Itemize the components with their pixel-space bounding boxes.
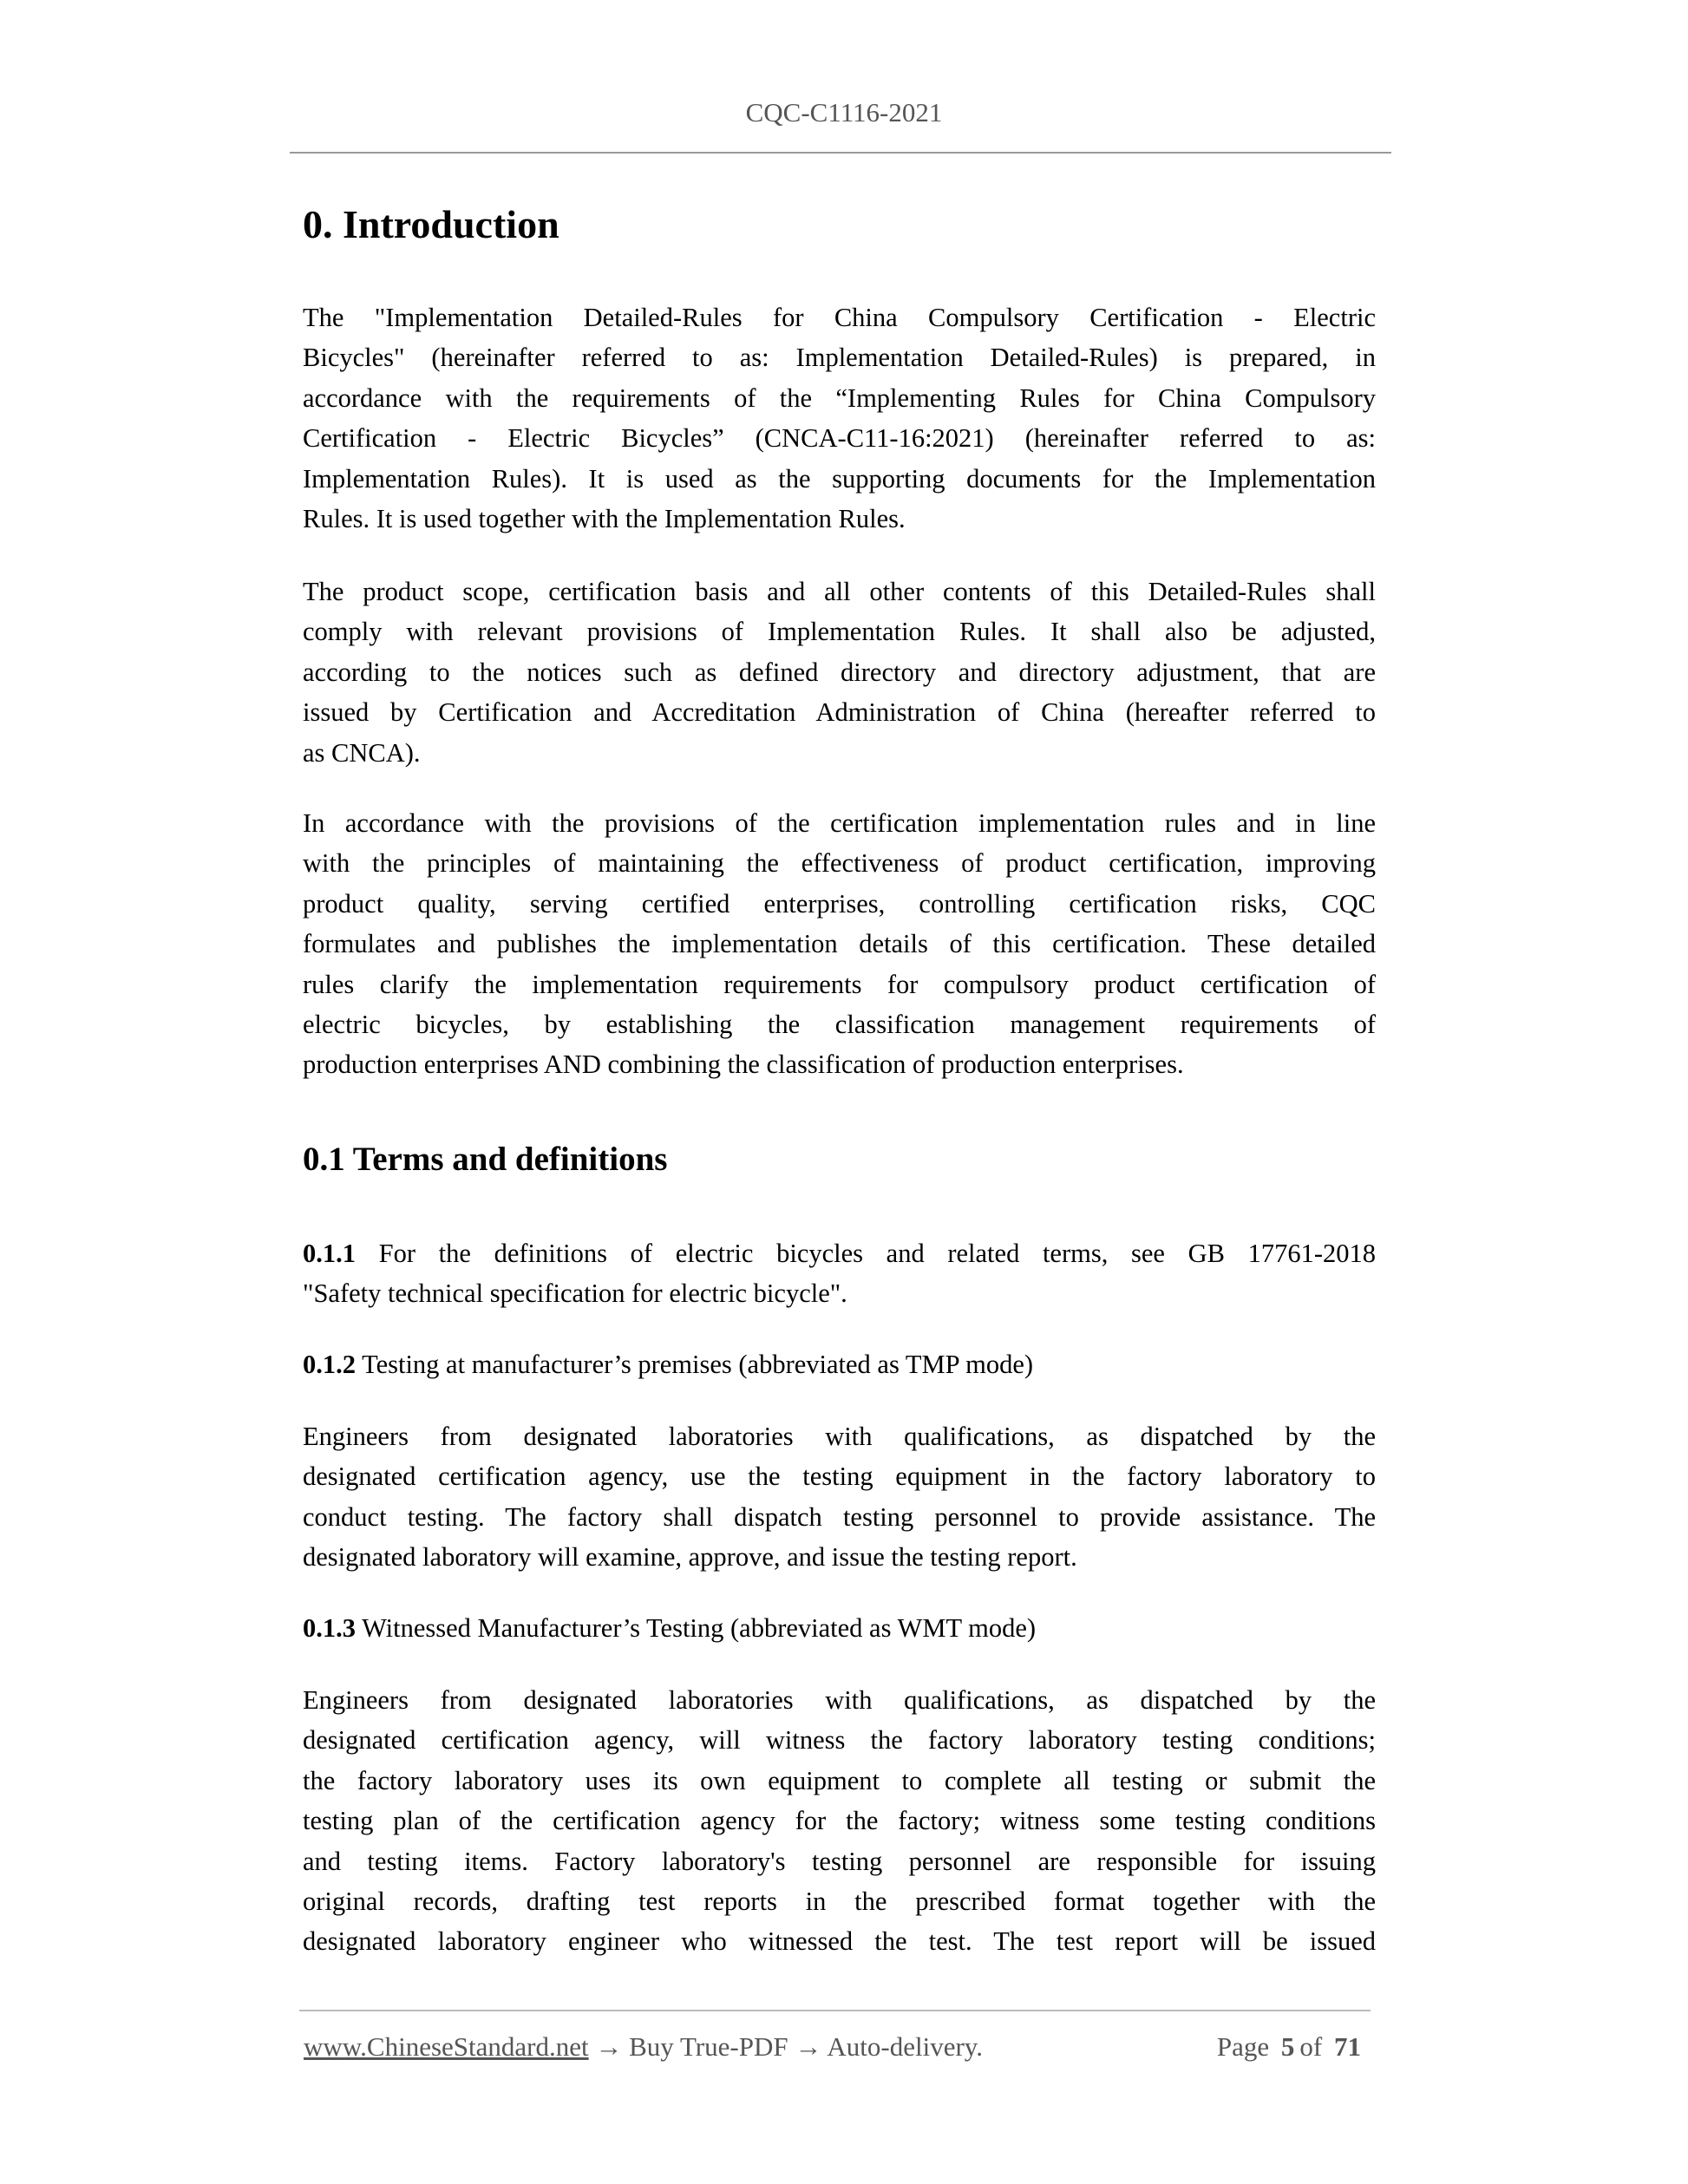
- section-title: 0.1 Terms and definitions: [303, 1141, 668, 1178]
- line-text: Witnessed Manufacturer’s Testing (abbreviated as WMT mode): [356, 1613, 1037, 1643]
- text-line: Rules. It is used together with the Implementation Rules.: [303, 504, 906, 534]
- item-0-1-1: [303, 1233, 1376, 1314]
- paragraph-2: [303, 572, 1376, 773]
- text-line: designated laboratory will examine, approve, and issue the testing report.: [303, 1542, 1077, 1573]
- text-line: Certification - Electric Bicycles” (CNCA-C11-16:2021) (hereinafter referred to as:: [303, 423, 1376, 454]
- footer-divider: [299, 2010, 1371, 2011]
- text-line: Bicycles" (hereinafter referred to as: Implementation Detailed-Rules) is prepared, in: [303, 343, 1376, 373]
- item-number: 0.1.2: [303, 1350, 356, 1379]
- text-line: conduct testing. The factory shall dispatch testing personnel to provide assistance. The: [303, 1501, 1376, 1532]
- text-line: In accordance with the provisions of the certification implementation rules and in line: [303, 808, 1376, 838]
- text-line: product quality, serving certified enterprises, controlling certification risks, CQC: [303, 888, 1376, 919]
- item-number: 0.1.3: [303, 1613, 356, 1643]
- item-0-1-3-body: [303, 1680, 1376, 1962]
- arrow-icon: →: [795, 2031, 822, 2062]
- text-line: designated certification agency, use the testing equipment in the factory laboratory to: [303, 1461, 1376, 1492]
- header-divider: [290, 152, 1391, 154]
- text-line: "Safety technical specification for electric bicycle".: [303, 1278, 847, 1309]
- text-line: designated certification agency, will witness the factory laboratory testing conditions;: [303, 1725, 1376, 1756]
- item-0-1-2-body: [303, 1416, 1376, 1578]
- text-line: [303, 1608, 1376, 1648]
- text-line: the factory laboratory uses its own equipment to complete all testing or submit the: [303, 1765, 1376, 1795]
- delivery-text: Auto-delivery.: [827, 2031, 984, 2062]
- of-label: of: [1299, 2031, 1323, 2062]
- website-link[interactable]: www.ChineseStandard.net: [304, 2031, 589, 2062]
- text-line: designated laboratory engineer who witnessed the test. The test report will be issued: [303, 1926, 1376, 1957]
- paragraph-3: [303, 803, 1376, 1085]
- current-page: 5: [1280, 2031, 1295, 2062]
- text-line: testing plan of the certification agency for the factory; witness some testing conditions: [303, 1806, 1376, 1836]
- text-line: [303, 1233, 1376, 1273]
- text-line: according to the notices such as defined directory and directory adjustment, that are: [303, 657, 1376, 687]
- item-number: 0.1.1: [303, 1239, 356, 1268]
- text-line: Engineers from designated laboratories with qualifications, as dispatched by the: [303, 1422, 1376, 1451]
- arrow-icon: →: [595, 2031, 623, 2062]
- paragraph-1: [303, 298, 1376, 539]
- text-line: The product scope, certification basis and all other contents of this Detailed-Rules shall: [303, 577, 1376, 606]
- text-line: [303, 1344, 1376, 1384]
- text-line: production enterprises AND combining the classification of production enterprises.: [303, 1049, 1184, 1080]
- text-line: formulates and publishes the implementation details of this certification. These detailed: [303, 929, 1376, 959]
- buy-text: Buy True-PDF: [629, 2031, 788, 2062]
- line-text: Testing at manufacturer’s premises (abbreviated as TMP mode): [356, 1350, 1034, 1379]
- text-line: Engineers from designated laboratories with qualifications, as dispatched by the: [303, 1685, 1376, 1715]
- text-line: electric bicycles, by establishing the classification management requirements of: [303, 1010, 1376, 1040]
- item-0-1-3: [303, 1608, 1376, 1648]
- text-line: original records, drafting test reports in the prescribed format together with the: [303, 1886, 1376, 1917]
- text-line: issued by Certification and Accreditation Administration of China (hereafter referred to: [303, 697, 1376, 728]
- text-line: with the principles of maintaining the effectiveness of product certification, improving: [303, 848, 1376, 879]
- text-line: and testing items. Factory laboratory's testing personnel are responsible for issuing: [303, 1846, 1376, 1876]
- page-title: 0. Introduction: [303, 202, 559, 246]
- item-0-1-2: [303, 1344, 1376, 1384]
- header-doc-code: CQC-C1116-2021: [745, 97, 943, 128]
- page-number: [1217, 2031, 1366, 2063]
- page-label: Page: [1216, 2031, 1270, 2062]
- text-line: rules clarify the implementation requirements for compulsory product certification of: [303, 969, 1376, 999]
- text-line: comply with relevant provisions of Implementation Rules. It shall also be adjusted,: [303, 617, 1376, 647]
- text-line: Implementation Rules). It is used as the supporting documents for the Implementation: [303, 463, 1376, 494]
- total-pages: 71: [1334, 2031, 1361, 2062]
- line-text: For the definitions of electric bicycles and related terms, see GB 17761-2018: [356, 1239, 1376, 1268]
- text-line: as CNCA).: [303, 737, 421, 768]
- text-line: The "Implementation Detailed-Rules for China Compulsory Certification - Electric: [303, 303, 1376, 332]
- text-line: accordance with the requirements of the “Implementing Rules for China Compulsory: [303, 383, 1376, 413]
- footer: [304, 2031, 1366, 2063]
